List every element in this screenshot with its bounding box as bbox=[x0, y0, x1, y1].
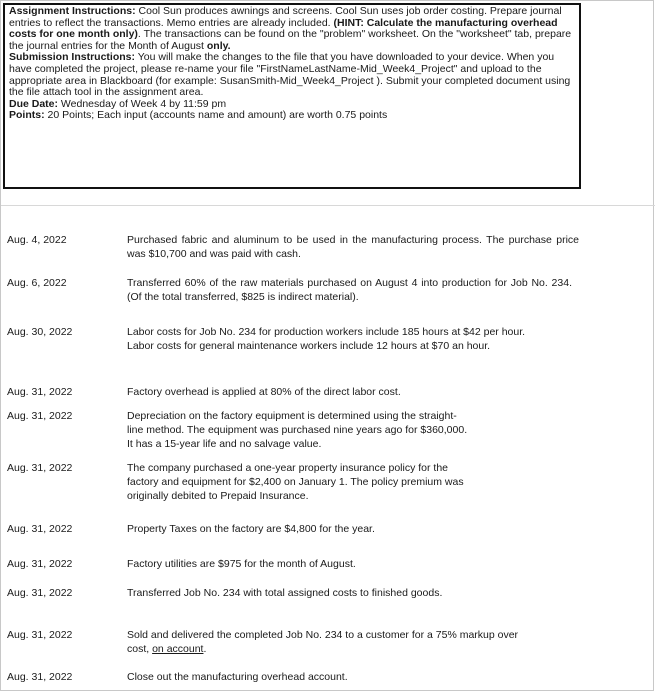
section-divider bbox=[1, 205, 655, 206]
transaction-date: Aug. 31, 2022 bbox=[7, 587, 73, 599]
transaction-description: Purchased fabric and aluminum to be used in the manufacturing process. The purchase price was $10,700 and was paid with cash. bbox=[127, 234, 579, 260]
transaction-description-line: Labor costs for general maintenance workers include 12 hours at $70 an hour. bbox=[127, 340, 491, 352]
on-account-text: on account bbox=[152, 643, 204, 655]
transaction-description: Transferred 60% of the raw materials purchased on August 4 into production for Job No. 234. (Of the total transferred, $825 is indirect material). bbox=[127, 277, 572, 303]
submission-instructions bbox=[9, 52, 575, 98]
transaction-description: Transferred Job No. 234 with total assigned costs to finished goods. bbox=[127, 587, 443, 599]
transaction-description bbox=[127, 461, 527, 503]
points-label: Points: bbox=[9, 109, 45, 122]
submission-label: Submission Instructions: bbox=[9, 51, 136, 64]
assignment-label: Assignment Instructions: bbox=[9, 5, 136, 17]
transaction-date: Aug. 31, 2022 bbox=[7, 671, 73, 683]
transaction-date: Aug. 31, 2022 bbox=[7, 386, 73, 398]
transaction-description: Factory overhead is applied at 80% of the direct labor cost. bbox=[127, 386, 401, 398]
transaction-description-line: Sold and delivered the completed Job No. 234 to a customer for a 75% markup over bbox=[127, 629, 519, 641]
transaction-date: Aug. 30, 2022 bbox=[7, 326, 73, 338]
transaction-date: Aug. 31, 2022 bbox=[7, 462, 73, 474]
description-suffix: . bbox=[203, 643, 207, 655]
transaction-date: Aug. 6, 2022 bbox=[7, 277, 67, 289]
only-text: only. bbox=[206, 39, 231, 52]
transaction-description-line: factory and equipment for $2,400 on January 1. The policy premium was bbox=[127, 476, 464, 488]
hint-text: (HINT: Calculate the manufacturing overhead costs for one month only) bbox=[9, 16, 558, 41]
assignment-text-continued: . The transactions can be found on the "problem" worksheet. On the "worksheet" tab, prepare the journal entries for the Month of August bbox=[9, 28, 572, 52]
transaction-date: Aug. 31, 2022 bbox=[7, 629, 73, 641]
transaction-description bbox=[127, 409, 527, 451]
transaction-description-line: originally debited to Prepaid Insurance. bbox=[127, 490, 309, 502]
points bbox=[9, 110, 575, 122]
instructions-box bbox=[3, 3, 581, 189]
submission-text: You will make the changes to the file that you have downloaded to your device. When you have completed the project, please re-name your file "FirstNameLastName-Mid_Week4_Project" and upload to the appropriate area in Blackboard (for example: SusanSmith-Mid_Week4_Project ). Submit your completed document using the file attach tool in the assignment area. bbox=[9, 51, 571, 99]
transaction-date: Aug. 31, 2022 bbox=[7, 410, 73, 422]
assignment-text: Cool Sun produces awnings and screens. Cool Sun uses job order costing. Prepare journal entries to reflect the transactions. Memo entries are already included. bbox=[9, 5, 562, 29]
transaction-description-line: line method. The equipment was purchased nine years ago for $360,000. bbox=[127, 424, 468, 436]
transaction-description-line: Depreciation on the factory equipment is determined using the straight- bbox=[127, 410, 457, 422]
transaction-description-line: It has a 15-year life and no salvage value. bbox=[127, 438, 322, 450]
transaction-date: Aug. 31, 2022 bbox=[7, 558, 73, 570]
due-label: Due Date: bbox=[9, 97, 59, 110]
due-text: Wednesday of Week 4 by 11:59 pm bbox=[58, 97, 227, 110]
transaction-description: Close out the manufacturing overhead account. bbox=[127, 671, 348, 683]
assignment-instructions bbox=[9, 6, 575, 52]
points-text: 20 Points; Each input (accounts name and amount) are worth 0.75 points bbox=[44, 109, 388, 122]
transaction-description bbox=[127, 325, 597, 353]
transaction-description bbox=[127, 628, 597, 656]
transaction-date: Aug. 4, 2022 bbox=[7, 234, 67, 246]
description-prefix: cost, bbox=[127, 643, 153, 655]
transaction-description-line: The company purchased a one-year property insurance policy for the bbox=[127, 462, 449, 474]
transaction-description-line: Labor costs for Job No. 234 for production workers include 185 hours at $42 per hour. bbox=[127, 326, 526, 338]
transaction-description: Property Taxes on the factory are $4,800 for the year. bbox=[127, 523, 375, 535]
transaction-description: Factory utilities are $975 for the month of August. bbox=[127, 558, 356, 570]
transaction-description-line bbox=[127, 642, 597, 656]
transaction-date: Aug. 31, 2022 bbox=[7, 523, 73, 535]
